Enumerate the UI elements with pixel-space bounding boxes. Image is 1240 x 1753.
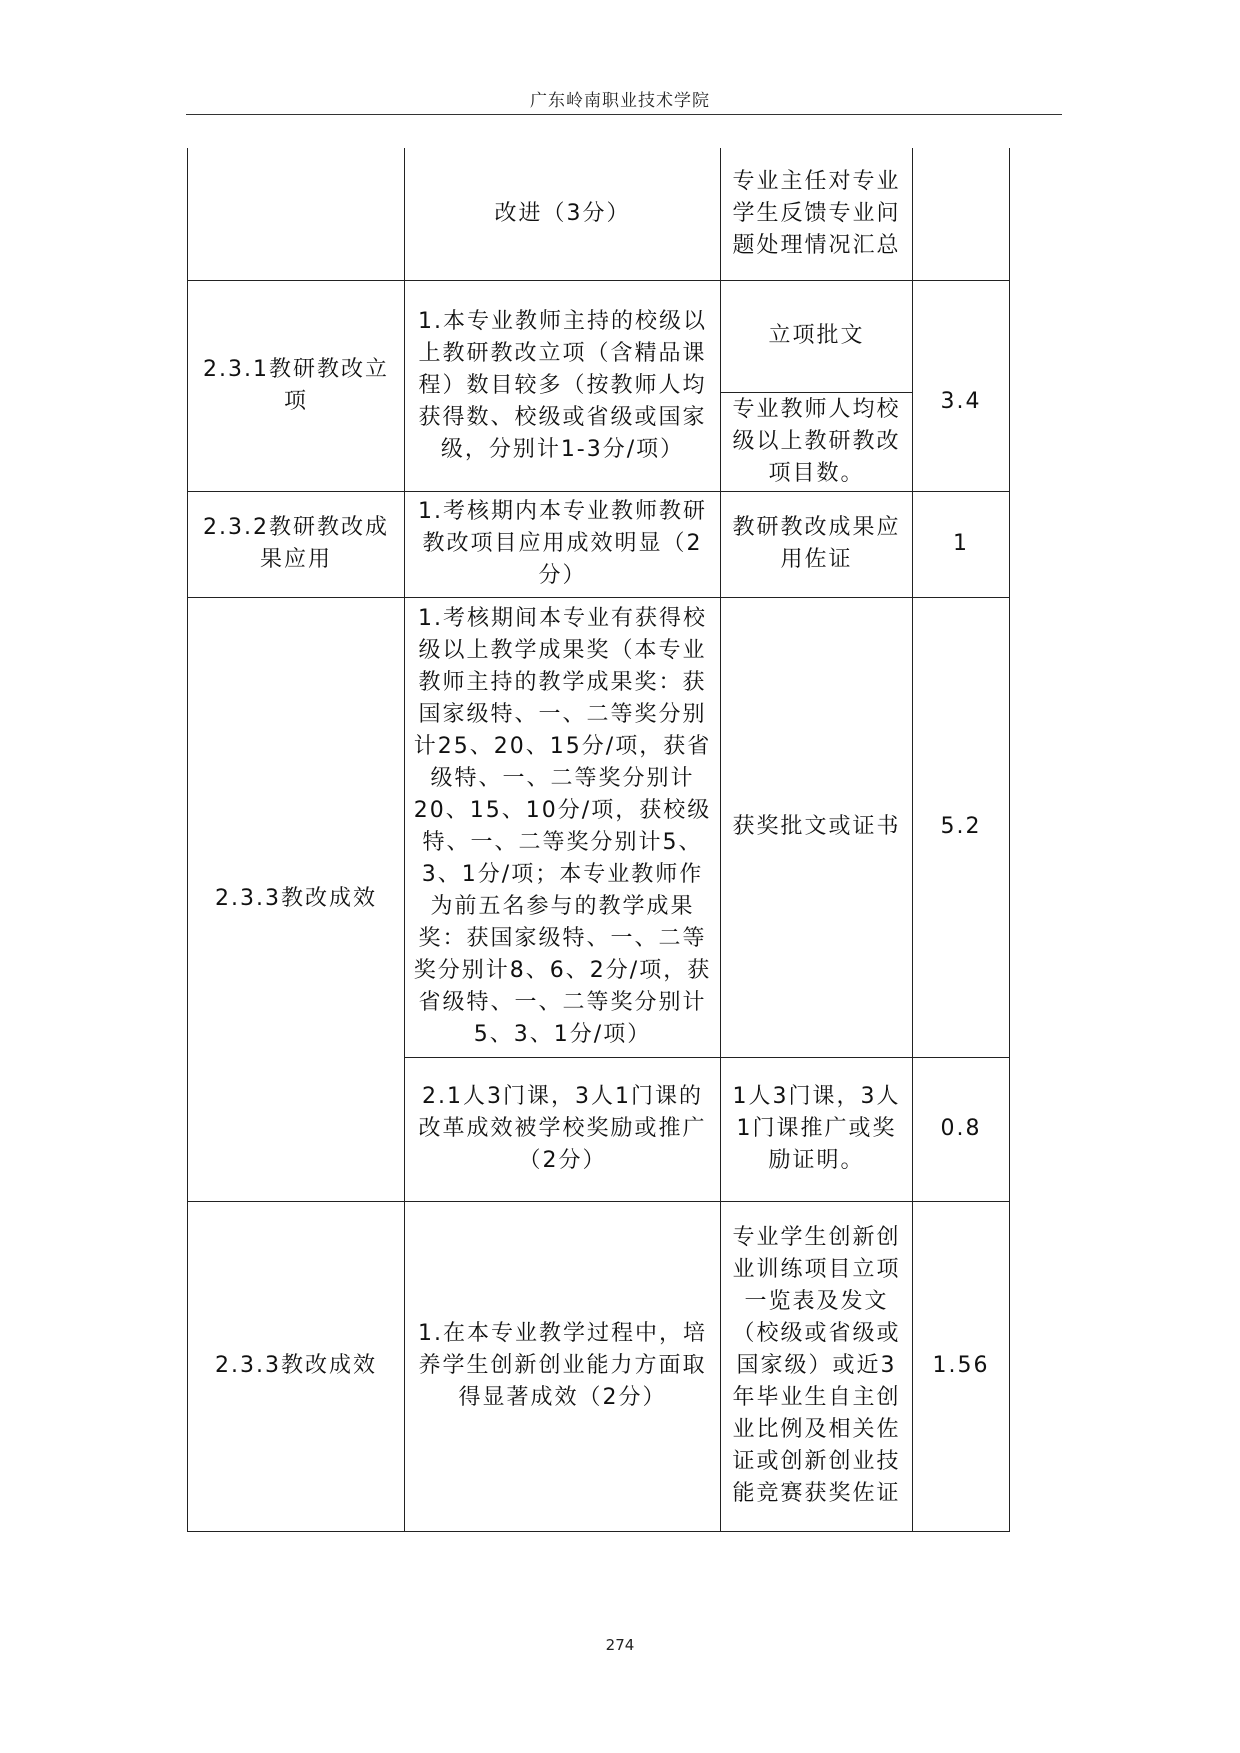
indicator-cell: 2.3.3教改成效 [188,1201,405,1531]
table-row [188,148,1010,280]
table-row [188,491,1010,597]
evaluation-table [187,148,1010,1532]
standard-cell: 1.本专业教师主持的校级以上教研教改立项（含精品课程）数目较多（按教师人均获得数、校级或省级或国家级，分别计1-3分/项） [405,280,721,491]
standard-cell: 1.在本专业教学过程中，培养学生创新创业能力方面取得显著成效（2分） [405,1201,721,1531]
evidence-cell: 1人3门课，3人1门课推广或奖励证明。 [721,1057,913,1201]
evidence-cell: 教研教改成果应用佐证 [721,491,913,597]
score-cell [913,148,1010,280]
table-row [188,280,1010,392]
standard-cell: 2.1人3门课，3人1门课的改革成效被学校奖励或推广（2分） [405,1057,721,1201]
evidence-cell: 专业主任对专业学生反馈专业问题处理情况汇总 [721,148,913,280]
score-cell: 1.56 [913,1201,1010,1531]
header-rule [186,114,1062,115]
score-cell: 0.8 [913,1057,1010,1201]
score-cell: 3.4 [913,280,1010,491]
table-row [188,597,1010,1057]
page-number: 274 [605,1636,635,1654]
evidence-cell: 专业教师人均校级以上教研教改项目数。 [721,392,913,491]
score-cell: 5.2 [913,597,1010,1057]
standard-cell: 1.考核期内本专业教师教研教改项目应用成效明显（2分） [405,491,721,597]
evidence-cell: 获奖批文或证书 [721,597,913,1057]
score-cell: 1 [913,491,1010,597]
indicator-cell: 2.3.2教研教改成果应用 [188,491,405,597]
table-row [188,1201,1010,1531]
evidence-cell: 立项批文 [721,280,913,392]
indicator-cell [188,148,405,280]
standard-cell: 1.考核期间本专业有获得校级以上教学成果奖（本专业教师主持的教学成果奖：获国家级特、一、二等奖分别计25、20、15分/项，获省级特、一、二等奖分别计20、15、10分/项，获校级特、一、二等奖分别计5、3、1分/项；本专业教师作为前五名参与的教学成果奖：获国家级特、一、二等奖分别计8、6、2分/项，获省级特、一、二等奖分别计5、3、1分/项） [405,597,721,1057]
standard-cell: 改进（3分） [405,148,721,280]
indicator-cell: 2.3.3教改成效 [188,597,405,1201]
page-header-title: 广东岭南职业技术学院 [530,91,710,111]
evidence-cell: 专业学生创新创业训练项目立项一览表及发文（校级或省级或国家级）或近3年毕业生自主创业比例及相关佐证或创新创业技能竞赛获奖佐证 [721,1201,913,1531]
indicator-cell: 2.3.1教研教改立项 [188,280,405,491]
